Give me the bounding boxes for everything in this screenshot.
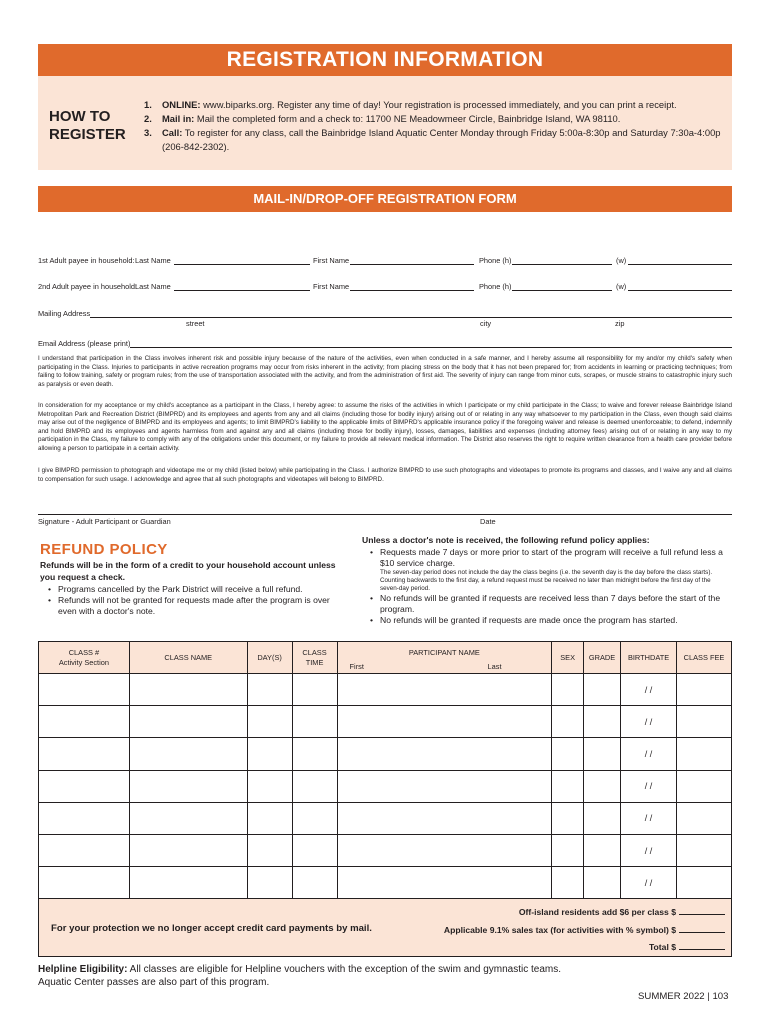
col-birthdate xyxy=(621,642,677,674)
date-label: Date xyxy=(480,517,496,526)
class-number-cell[interactable] xyxy=(39,834,130,866)
phone-h-label: Phone (h) xyxy=(479,256,512,265)
sex-cell[interactable] xyxy=(552,834,584,866)
adult1-first-name-field[interactable] xyxy=(350,264,474,265)
class-number-cell[interactable] xyxy=(39,706,130,738)
helpline-line2: Aquatic Center passes are also part of this program. xyxy=(38,977,270,988)
how-to-register-box xyxy=(38,76,732,170)
adult2-phone-h-field[interactable] xyxy=(512,290,612,291)
sex-header: SEX xyxy=(560,653,576,662)
days-cell[interactable] xyxy=(247,834,292,866)
register-methods-list xyxy=(144,98,724,154)
grade-cell[interactable] xyxy=(584,802,621,834)
grade-header: GRADE xyxy=(588,653,616,662)
birthdate-cell[interactable]: / / xyxy=(621,770,677,802)
sales-tax-field[interactable] xyxy=(679,925,725,933)
class-number-cell[interactable] xyxy=(39,738,130,770)
how-title-line2: REGISTER xyxy=(49,126,126,143)
participant-name-cell[interactable] xyxy=(337,834,552,866)
class-number-cell[interactable] xyxy=(39,802,130,834)
col-class-fee xyxy=(677,642,732,674)
sex-cell[interactable] xyxy=(552,738,584,770)
list-item: • Programs cancelled by the Park District will receive a full refund. xyxy=(46,584,346,595)
col-class-number xyxy=(39,642,130,674)
refund-7-day-fine-print: The seven-day period does not include the day the class begins (i.e. the seventh day is the day before the class starts). Counting backwards to the first day, a refund request must be received no later than midnight before the first day of the seven-day period. xyxy=(380,569,713,592)
participant-name-cell[interactable] xyxy=(337,738,552,770)
days-cell[interactable] xyxy=(247,802,292,834)
days-cell[interactable] xyxy=(247,738,292,770)
registration-info-header: REGISTRATION INFORMATION xyxy=(38,44,732,76)
table-row xyxy=(39,738,732,770)
sex-cell[interactable] xyxy=(552,674,584,706)
mailing-address-field[interactable] xyxy=(90,317,732,318)
email-label: Email Address (please print) xyxy=(38,339,131,348)
days-cell[interactable] xyxy=(247,867,292,899)
class-fee-cell[interactable] xyxy=(677,802,732,834)
method-label: Call: xyxy=(162,127,183,138)
participant-name-cell[interactable] xyxy=(337,867,552,899)
helpline-text: All classes are eligible for Helpline vouchers with the exception of the swim and gymnastic teams. xyxy=(127,964,561,975)
signature-row xyxy=(38,508,732,528)
table-row xyxy=(39,802,732,834)
time-header: TIME xyxy=(305,658,324,667)
mail-in-form-header: MAIL-IN/DROP-OFF REGISTRATION FORM xyxy=(38,186,732,212)
grade-cell[interactable] xyxy=(584,867,621,899)
class-header: CLASS xyxy=(302,648,327,657)
col-participant-name xyxy=(337,642,552,674)
class-time-cell[interactable] xyxy=(292,802,337,834)
refund-right-bullets xyxy=(368,547,730,626)
class-fee-cell[interactable] xyxy=(677,674,732,706)
participant-name-cell[interactable] xyxy=(337,770,552,802)
street-label: street xyxy=(186,319,205,328)
class-time-cell[interactable] xyxy=(292,706,337,738)
refund-left-bullets xyxy=(46,584,346,617)
class-number-cell[interactable] xyxy=(39,770,130,802)
class-name-header: CLASS NAME xyxy=(164,653,213,662)
col-days xyxy=(247,642,292,674)
phone-h-label: Phone (h) xyxy=(479,282,512,291)
participant-name-cell[interactable] xyxy=(337,706,552,738)
adult-payee-1-row xyxy=(38,256,732,268)
class-name-cell[interactable] xyxy=(129,706,247,738)
class-fee-cell[interactable] xyxy=(677,834,732,866)
col-class-time xyxy=(292,642,337,674)
method-text: www.biparks.org. Register any time of day! Your registration is processed immediately, and you can print a receipt. xyxy=(200,99,677,110)
photo-release-paragraph: I give BIMPRD permission to photograph and videotape me or my child (listed below) while participating in the Class. I authorize BIMPRD to use such photographs and videotapes to promote its programs and classes, and I waive any and all claims to compensation for such usage. I acknowledge and agree that all such photographs and videotapes will belong to BIMPRD. xyxy=(38,467,732,483)
adult1-phone-w-field[interactable] xyxy=(628,264,732,265)
list-item: • No refunds will be granted if requests are received less than 7 days before the start of the program. xyxy=(368,593,730,615)
credit-card-notice: For your protection we no longer accept credit card payments by mail. xyxy=(51,923,372,934)
email-field[interactable] xyxy=(130,347,732,348)
first-subheader: First xyxy=(349,662,364,671)
waiver-paragraph-2: In consideration for my acceptance or my child's acceptance as a participant in the Class, I hereby agree: to assume the risks of the activities in which I participate or my child participate in the Class; to waive and forever release Bainbridge Island Metropolitan Park and Recreation District (BIMPRD) and its employees and agents from any and all claims (including those for bodily injury) arising out of or relating in any way whatsoever to my participation in the Class, even though said claims may arise out of the negligence of BIMPRD and its employees and agents; to limit BIMPRD's liability to the applicable limits of BIMPRD's applicable insurance policy if the foregoing waiver and release is deemed unenforceable; to defend, indemnify and hold BIMPRD and its employees and agents harmless from and against any and all claims (including those for bodily injury), losses, damages, liabilities and expenses (including attorney fees) arising out of or relating in any way to my participation in the Class, my failure to comply with any of the obligations under this document, or my failure to provide all relevant medical information. The District also reserves the right to require written clearance from a health care provider before allowing a person to participate in a certain activity. xyxy=(38,402,732,452)
class-fee-header: CLASS FEE xyxy=(683,653,725,662)
city-label: city xyxy=(480,319,492,328)
adult2-phone-w-field[interactable] xyxy=(628,290,732,291)
total-line xyxy=(649,942,725,952)
class-name-cell[interactable] xyxy=(129,674,247,706)
grade-cell[interactable] xyxy=(584,706,621,738)
register-method-call xyxy=(144,126,724,154)
signature-field[interactable] xyxy=(38,514,732,515)
register-method-online xyxy=(144,98,724,112)
method-text: To register for any class, call the Bainbridge Island Aquatic Center Monday through Friday 5:00a-8:30p and Saturday 7:30a-4:00p (206-842-2302). xyxy=(162,127,721,152)
class-time-cell[interactable] xyxy=(292,834,337,866)
off-island-fee-field[interactable] xyxy=(679,907,725,915)
adult1-last-name-field[interactable] xyxy=(174,264,310,265)
class-name-cell[interactable] xyxy=(129,802,247,834)
first-name-label: First Name xyxy=(313,256,350,265)
doctor-note-heading: Unless a doctor's note is received, the following refund policy applies: xyxy=(362,535,650,545)
mailing-address-row xyxy=(38,309,732,331)
method-number: 3. xyxy=(144,127,152,138)
totals-box xyxy=(38,899,732,957)
first-name-label: First Name xyxy=(313,282,350,291)
waiver-paragraph-1: I understand that participation in the Class involves inherent risk and possible injury because of the nature of the activities, even when conducted in a safe manner, and I hereby assume all responsibility for my and/or my child's safety when participating in the Class. Injuries to participants in active recreation programs may occur from risks inherent in the activity; from placing stress on the body that it has not been prepared for; from accidents in learning or practicing techniques; from failing to follow training, safety or program rules; from the use of transportation associated with the activity, and from the administration of first aid. The severity of injury can range from minor cuts, scrapes, or muscle strains to catastrophic injury such as paralysis or even death. xyxy=(38,355,732,388)
class-fee-cell[interactable] xyxy=(677,867,732,899)
list-item xyxy=(368,547,730,593)
class-registration-table xyxy=(38,641,732,899)
adult2-first-name-field[interactable] xyxy=(350,290,474,291)
list-item: • No refunds will be granted if requests are made once the program has started. xyxy=(368,615,730,626)
refund-policy-title: REFUND POLICY xyxy=(40,541,168,558)
table-row xyxy=(39,674,732,706)
last-name-label: Last Name xyxy=(135,282,171,291)
page-number-footer: SUMMER 2022 | 103 xyxy=(638,991,729,1002)
participant-name-cell[interactable] xyxy=(337,674,552,706)
refund-7-day-text: Requests made 7 days or more prior to start of the program will receive a full refund less a $10 service charge. xyxy=(380,547,723,568)
method-number: 2. xyxy=(144,113,152,124)
sex-cell[interactable] xyxy=(552,770,584,802)
email-row xyxy=(38,339,732,351)
register-method-mail xyxy=(144,112,724,126)
phone-w-label: (w) xyxy=(616,256,627,265)
class-time-cell[interactable] xyxy=(292,738,337,770)
adult2-label: 2nd Adult payee in household: xyxy=(38,282,138,291)
how-title-line1: HOW TO xyxy=(49,108,111,125)
grade-cell[interactable] xyxy=(584,674,621,706)
birthdate-cell[interactable]: / / xyxy=(621,674,677,706)
birthdate-cell[interactable]: / / xyxy=(621,867,677,899)
birthdate-cell[interactable]: / / xyxy=(621,706,677,738)
adult1-label: 1st Adult payee in household: xyxy=(38,256,135,265)
class-number-header: CLASS # xyxy=(68,648,100,657)
mailing-address-label: Mailing Address xyxy=(38,309,91,318)
birthdate-cell[interactable]: / / xyxy=(621,802,677,834)
class-time-cell[interactable] xyxy=(292,674,337,706)
sales-tax-line xyxy=(444,925,725,935)
helpline-eligibility xyxy=(38,963,598,989)
signature-label: Signature - Adult Participant or Guardian xyxy=(38,517,171,526)
method-number: 1. xyxy=(144,99,152,110)
adult1-phone-h-field[interactable] xyxy=(512,264,612,265)
refund-policy-subtitle: Refunds will be in the form of a credit to your household account unless you request a check. xyxy=(40,560,336,582)
table-header-row xyxy=(39,642,732,674)
class-time-cell[interactable] xyxy=(292,770,337,802)
sex-cell[interactable] xyxy=(552,706,584,738)
participant-name-cell[interactable] xyxy=(337,802,552,834)
class-fee-cell[interactable] xyxy=(677,770,732,802)
table-row xyxy=(39,834,732,866)
helpline-label: Helpline Eligibility: xyxy=(38,964,128,975)
method-text: Mail the completed form and a check to: 11700 NE Meadowmeer Circle, Bainbridge Island, WA 98110. xyxy=(194,113,621,124)
total-label: Total $ xyxy=(648,942,676,952)
total-field[interactable] xyxy=(679,942,725,950)
birthdate-cell[interactable]: / / xyxy=(621,738,677,770)
adult2-last-name-field[interactable] xyxy=(174,290,310,291)
class-name-cell[interactable] xyxy=(129,867,247,899)
last-subheader: Last xyxy=(487,662,502,671)
off-island-label: Off-island residents add $6 per class $ xyxy=(518,907,676,917)
sex-cell[interactable] xyxy=(552,867,584,899)
days-cell[interactable] xyxy=(247,706,292,738)
off-island-fee-line xyxy=(519,907,725,917)
zip-label: zip xyxy=(615,319,625,328)
list-item: • Refunds will not be granted for requests made after the program is over even with a doctor's note. xyxy=(46,595,346,617)
class-number-cell[interactable] xyxy=(39,867,130,899)
participant-name-header: PARTICIPANT NAME xyxy=(408,648,480,657)
class-name-cell[interactable] xyxy=(129,770,247,802)
table-row xyxy=(39,706,732,738)
class-name-cell[interactable] xyxy=(129,834,247,866)
table-row xyxy=(39,867,732,899)
class-time-cell[interactable] xyxy=(292,867,337,899)
sex-cell[interactable] xyxy=(552,802,584,834)
col-class-name xyxy=(129,642,247,674)
grade-cell[interactable] xyxy=(584,738,621,770)
how-to-register-title xyxy=(49,108,126,144)
birthdate-header: BIRTHDATE xyxy=(627,653,670,662)
days-cell[interactable] xyxy=(247,770,292,802)
method-label: ONLINE: xyxy=(162,99,201,110)
class-fee-cell[interactable] xyxy=(677,738,732,770)
birthdate-cell[interactable]: / / xyxy=(621,834,677,866)
grade-cell[interactable] xyxy=(584,834,621,866)
activity-section-header: Activity Section xyxy=(58,658,109,667)
phone-w-label: (w) xyxy=(616,282,627,291)
last-name-label: Last Name xyxy=(135,256,171,265)
sales-tax-label: Applicable 9.1% sales tax (for activities with % symbol) $ xyxy=(443,925,676,935)
class-fee-cell[interactable] xyxy=(677,706,732,738)
adult-payee-2-row xyxy=(38,282,732,294)
col-sex xyxy=(552,642,584,674)
grade-cell[interactable] xyxy=(584,770,621,802)
days-header: DAY(S) xyxy=(257,653,282,662)
days-cell[interactable] xyxy=(247,674,292,706)
table-row xyxy=(39,770,732,802)
method-label: Mail in: xyxy=(162,113,195,124)
class-number-cell[interactable] xyxy=(39,674,130,706)
class-name-cell[interactable] xyxy=(129,738,247,770)
col-grade xyxy=(584,642,621,674)
